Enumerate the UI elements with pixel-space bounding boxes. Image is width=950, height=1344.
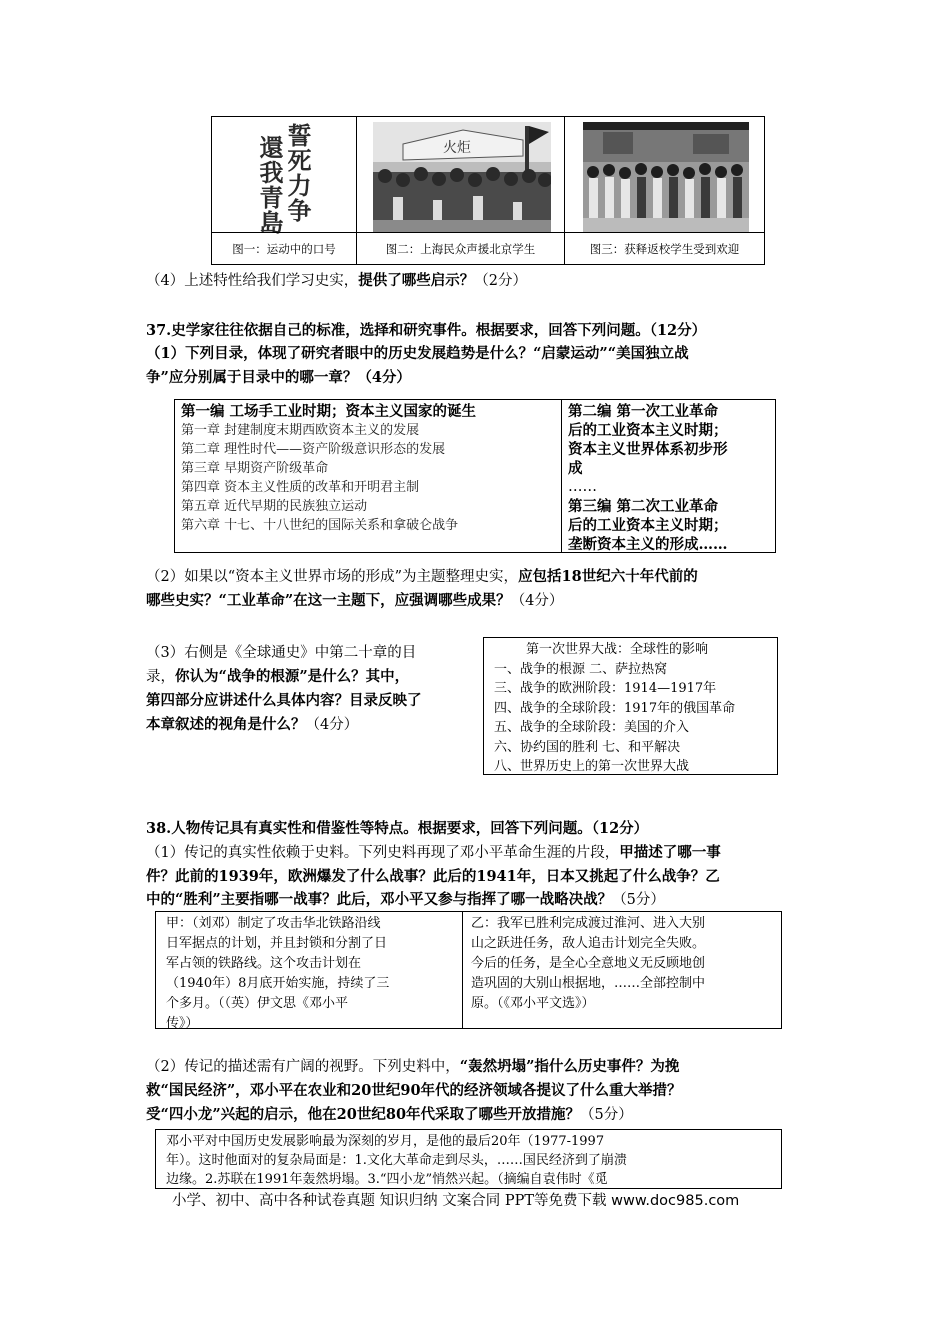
global-history-item: 一、战争的根源 二、萨拉热窝 xyxy=(494,661,668,677)
q38-part1-text: （1）传记的真实性依赖于史料。下列史料再现了邓小平革命生涯的片段， xyxy=(146,845,620,861)
q37-part3-score: （4分） xyxy=(305,717,359,733)
q37-part3-line4 xyxy=(146,714,358,736)
global-history-item: 八、世界历史上的第一次世界大战 xyxy=(494,759,690,774)
footer-text: 小学、初中、高中各种试卷真题 知识归纳 文案合同 PPT等免费下载 xyxy=(172,1193,612,1209)
q37-part3-bold2: 本章叙述的视角是什么？ xyxy=(146,716,306,733)
q37-part2-line1 xyxy=(146,566,698,588)
q37-part3-line1: （3）右侧是《全球通史》中第二十章的目 xyxy=(146,645,417,661)
global-history-item: 三、战争的欧洲阶段：1914—1917年 xyxy=(494,681,717,696)
toc-right-line: 后的工业资本主义时期； xyxy=(568,422,728,439)
source-yi-line: 原。（《邓小平文选》） xyxy=(471,996,595,1011)
q38-part2-line3 xyxy=(146,1104,633,1126)
photo-table xyxy=(211,116,765,265)
toc-chapter: 第五章 近代早期的民族独立运动 xyxy=(181,499,368,514)
q36-part4-score: （2分） xyxy=(474,273,527,289)
deng-source-box xyxy=(155,1129,782,1189)
q36-part4 xyxy=(146,270,527,292)
shanghai-crowd-photo xyxy=(373,122,551,232)
q36-part4-bold: 提供了哪些启示？ xyxy=(358,272,475,289)
global-history-item: 六、协约国的胜利 七、和平解决 xyxy=(494,739,681,755)
q37-part2-text: （2）如果以“资本主义世界市场的形成”为主题整理史实， xyxy=(146,569,519,585)
toc-right-line: 垄断资本主义的形成…… xyxy=(568,536,728,553)
global-history-toc-box xyxy=(483,637,778,775)
global-history-item: 四、战争的全球阶段：1917年的俄国革命 xyxy=(494,700,736,716)
q38-part1-line1 xyxy=(146,842,721,864)
q38-part1-bold2: 中的“胜利”主要指哪一战事？此后，邓小平又参与指挥了哪一战略决战？ xyxy=(146,891,613,908)
source-jia-line: 甲：（刘邓）制定了攻击华北铁路沿线 xyxy=(166,916,381,931)
global-history-title: 第一次世界大战：全球性的影响 xyxy=(526,642,709,657)
deng-source-line: 年）。这时他面对的复杂局面是：1.文化大革命走到尽头，……国民经济到了崩溃 xyxy=(166,1153,627,1168)
q37-part1-line1: （1）下列目录，体现了研究者眼中的历史发展趋势是什么？“启蒙运动”“美国独立战 xyxy=(146,345,689,362)
source-yi xyxy=(463,912,781,1028)
q36-part4-text: （4）上述特性给我们学习史实， xyxy=(146,273,359,289)
toc-right-column xyxy=(562,400,775,552)
q38-part2-text: （2）传记的描述需有广阔的视野。下列史料中， xyxy=(146,1059,460,1075)
caption-figure-1: 图一：运动中的口号 xyxy=(212,232,356,264)
slogan-calligraphy-left: 還我青島 xyxy=(255,135,284,235)
footer-url[interactable]: www.doc985.com xyxy=(611,1193,740,1209)
returning-students-photo xyxy=(583,122,749,232)
q38-part2-score: （5分） xyxy=(580,1107,633,1123)
q38-part2-bold: “轰然坍塌”指什么历史事件？为挽 xyxy=(459,1058,680,1075)
deng-source-line: 邓小平对中国历史发展影响最为深刻的岁月，是他的最后20年（1977-1997 xyxy=(166,1134,605,1149)
toc-left-column xyxy=(175,400,562,552)
toc-right-line: 第三编 第二次工业革命 xyxy=(568,498,719,515)
source-yi-line: 今后的任务，是全心全意地义无反顾地创 xyxy=(471,956,706,971)
deng-source-line: 边缘。2.苏联在1991年轰然坍塌。3.“四小龙”悄然兴起。（摘编自袁伟时《觅 xyxy=(166,1172,608,1187)
q38-part1-line2: 件？此前的1939年，欧洲爆发了什么战事？此后的1941年，日本又挑起了什么战争？乙 xyxy=(146,868,720,885)
q37-header: 37.史学家往往依据自己的标准，选择和研究事件。根据要求，回答下列问题。（12分） xyxy=(146,322,707,339)
sources-box xyxy=(155,911,782,1029)
photo-cell-slogan xyxy=(212,117,357,264)
toc-chapter: 第三章 早期资产阶级革命 xyxy=(181,461,329,476)
banner-text: 火炬 xyxy=(443,140,471,156)
photo-cell-students xyxy=(565,117,764,264)
photo-cell-shanghai xyxy=(357,117,565,264)
caption-figure-3: 图三：获释返校学生受到欢迎 xyxy=(565,232,764,264)
q38-part1-score: （5分） xyxy=(612,892,665,908)
q37-part3-line3: 第四部分应讲述什么具体内容？目录反映了 xyxy=(146,692,422,709)
footer xyxy=(172,1191,739,1211)
toc-right-line: 资本主义世界体系初步形 xyxy=(568,441,728,458)
toc-chapter: 第六章 十七、十八世纪的国际关系和拿破仑战争 xyxy=(181,518,459,533)
q38-part2-line2: 救“国民经济”，邓小平在农业和20世纪90年代的经济领域各提议了什么重大举措？ xyxy=(146,1082,682,1099)
toc-chapter: 第一章 封建制度末期西欧资本主义的发展 xyxy=(181,423,420,438)
q37-part2-bold2: 哪些史实？“工业革命”在这一主题下，应强调哪些成果？ xyxy=(146,592,511,609)
toc-chapter: 第四章 资本主义性质的改革和开明君主制 xyxy=(181,480,420,495)
global-history-item: 五、战争的全球阶段：美国的介入 xyxy=(494,720,690,735)
toc-right-line: …… xyxy=(568,479,597,495)
q37-part3-bold: 你认为“战争的根源”是什么？其中， xyxy=(175,668,410,685)
q38-header: 38.人物传记具有真实性和借鉴性等特点。根据要求，回答下列问题。（12分） xyxy=(146,820,649,837)
q38-part1-line3 xyxy=(146,889,665,911)
q37-part3-text: 录， xyxy=(146,669,175,685)
source-jia-line: 日军据点的计划，并且封锁和分割了日 xyxy=(166,936,388,951)
toc-box xyxy=(174,399,776,553)
toc-right-line: 第二编 第一次工业革命 xyxy=(568,403,719,420)
q37-part1-line2: 争”应分别属于目录中的哪一章？（4分） xyxy=(146,369,411,386)
source-jia-line: 军占领的铁路线。这个攻击计划在 xyxy=(166,956,362,971)
q37-part2-score: （4分） xyxy=(510,593,564,609)
q38-part2-bold2: 受“四小龙”兴起的启示，他在20世纪80年代采取了哪些开放措施？ xyxy=(146,1106,581,1123)
q38-part2-line1 xyxy=(146,1056,679,1078)
source-jia-line: （1940年）8月底开始实施，持续了三 xyxy=(166,976,390,991)
source-jia-line: 个多月。（（英）伊文思《邓小平 xyxy=(166,996,349,1011)
q37-part3-line2 xyxy=(146,666,409,688)
q37-part2-bold: 应包括18世纪六十年代前的 xyxy=(518,568,698,585)
toc-chapter: 第二章 理性时代——资产阶级意识形态的发展 xyxy=(181,442,446,457)
source-yi-line: 造巩固的大别山根据地，……全部控制中 xyxy=(471,976,706,991)
toc-part1-heading: 第一编 工场手工业时期；资本主义国家的诞生 xyxy=(181,403,477,420)
source-jia-line: 传》） xyxy=(166,1016,199,1031)
toc-right-line: 成 xyxy=(568,460,583,477)
q38-part1-bold: 甲描述了哪一事 xyxy=(619,844,721,861)
q37-part2-line2 xyxy=(146,590,563,612)
toc-right-line: 后的工业资本主义时期； xyxy=(568,517,728,534)
slogan-calligraphy-right: 誓死力争 xyxy=(283,123,312,223)
source-yi-line: 乙：我军已胜利完成渡过淮河、进入大别 xyxy=(471,916,706,931)
caption-figure-2: 图二：上海民众声援北京学生 xyxy=(357,232,564,264)
source-yi-line: 山之跃进任务，敌人追击计划完全失败。 xyxy=(471,936,706,951)
source-jia xyxy=(156,912,463,1031)
